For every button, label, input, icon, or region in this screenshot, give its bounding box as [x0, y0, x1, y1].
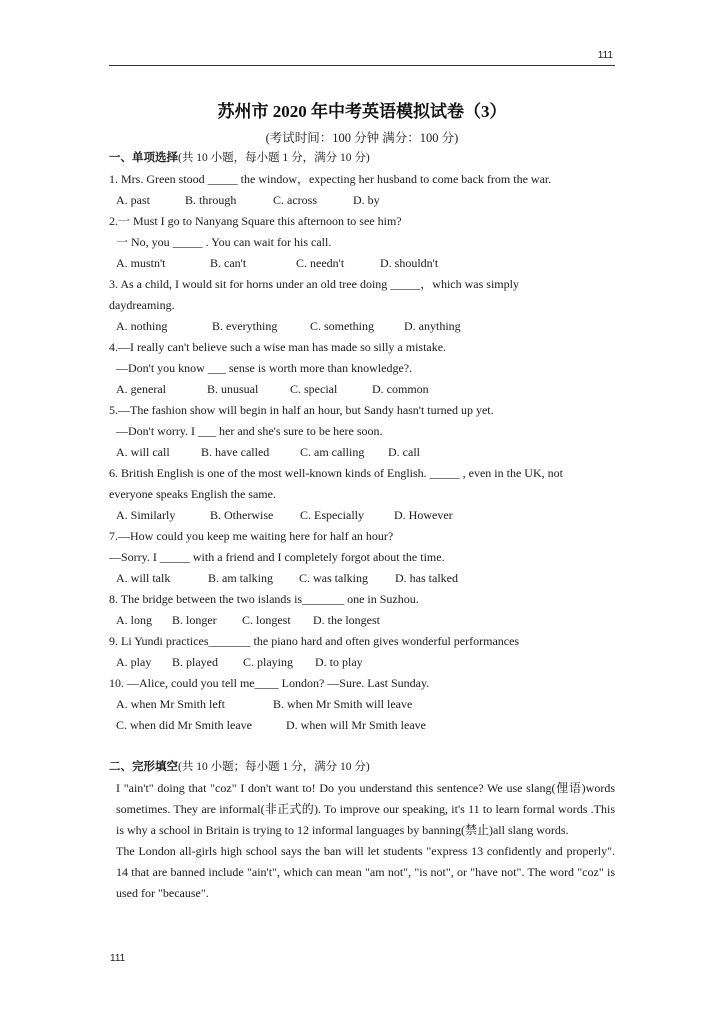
option: B. can't [210, 256, 247, 270]
question-3-line2: daydreaming. [109, 298, 175, 312]
option: B. have called [201, 445, 270, 459]
question-9: 9. Li Yundi practices_______ the piano hard and often gives wonderful performances [109, 634, 520, 648]
question-2: 2.一 Must I go to Nanyang Square this afternoon to see him? [109, 214, 402, 228]
option: D. However [394, 508, 453, 522]
option: D. call [388, 445, 420, 459]
option: B. unusual [207, 382, 259, 396]
question-6-line2: everyone speaks English the same. [109, 487, 276, 501]
question-2-options [109, 253, 615, 274]
footer-page-number: 111 [110, 953, 126, 964]
question-9-options [109, 652, 615, 673]
option: D. when will Mr Smith leave [286, 718, 426, 732]
option: A. past [116, 193, 150, 207]
option: C. special [290, 382, 338, 396]
option: D. anything [404, 319, 461, 333]
question-5-line2: —Don't worry. I ___ her and she's sure to be here soon. [116, 424, 383, 438]
section2-title: 二、完形填空 [109, 759, 178, 773]
option: A. nothing [116, 319, 168, 333]
question-4-options [109, 379, 615, 400]
section1-heading [109, 147, 615, 169]
option: A. play [116, 655, 152, 669]
option: A. mustn't [116, 256, 166, 270]
option: C. across [273, 193, 317, 207]
option: A. general [116, 382, 166, 396]
option: C. something [310, 319, 375, 333]
header-rule [109, 65, 615, 66]
option: B. played [172, 655, 218, 669]
option: C. needn't [296, 256, 345, 270]
option: B. everything [212, 319, 278, 333]
question-8-options [109, 610, 615, 631]
option: A. will call [116, 445, 170, 459]
question-2-line2: 一 No, you _____ . You can wait for his call. [116, 235, 332, 249]
option: D. common [372, 382, 429, 396]
option: B. when Mr Smith will leave [273, 697, 413, 711]
question-4: 4.—I really can't believe such a wise man has made so silly a mistake. [109, 340, 447, 354]
option: B. through [185, 193, 237, 207]
option: D. by [353, 193, 380, 207]
question-10-options-row1 [109, 694, 615, 715]
option: D. the longest [313, 613, 380, 627]
section-spacer [109, 736, 615, 756]
question-7-options [109, 568, 615, 589]
exam-subtitle: (考试时间：100 分钟 满分：100 分) [265, 131, 459, 145]
option: B. Otherwise [210, 508, 274, 522]
option: C. was talking [299, 571, 368, 585]
question-6-options [109, 505, 615, 526]
exam-content [109, 100, 615, 904]
option: C. Especially [300, 508, 364, 522]
option: D. to play [315, 655, 363, 669]
option: A. long [116, 613, 152, 627]
option: C. when did Mr Smith leave [116, 718, 252, 732]
section2-note: (共 10 小题；每小题 1 分，满分 10 分) [178, 761, 370, 773]
question-8: 8. The bridge between the two islands is_______ one in Suzhou. [109, 592, 419, 606]
question-10-options-row2 [109, 715, 615, 736]
option: A. when Mr Smith left [116, 697, 225, 711]
question-7: 7.—How could you keep me waiting here for half an hour? [109, 529, 394, 543]
option: A. will talk [116, 571, 171, 585]
question-1: 1. Mrs. Green stood _____ the window，expecting her husband to come back from the war. [109, 172, 552, 186]
option: A. Similarly [116, 508, 176, 522]
option: D. shouldn't [380, 256, 439, 270]
question-6: 6. British English is one of the most well-known kinds of English. _____ , even in the UK, not [109, 466, 563, 480]
question-3: 3. As a child, I would sit for horns under an old tree doing _____，which was simply [109, 277, 519, 291]
option: C. playing [243, 655, 293, 669]
question-10: 10. —Alice, could you tell me____ London? —Sure. Last Sunday. [109, 676, 430, 690]
cloze-paragraph-2: The London all-girls high school says the ban will let students "express 13 confidently and properly". 14 that are banned include "ain't", which can mean "am not", "is not", or "have not". The word "coz" is used for "because". [116, 844, 615, 900]
option: C. longest [242, 613, 291, 627]
question-5: 5.—The fashion show will begin in half an hour, but Sandy hasn't turned up yet. [109, 403, 494, 417]
header-page-number: 111 [597, 50, 613, 61]
question-7-line2: —Sorry. I _____ with a friend and I completely forgot about the time. [109, 550, 445, 564]
cloze-paragraph-1: I "ain't" doing that "coz" I don't want to! Do you understand this sentence? We use slang(俚语)words sometimes. They are informal(非正式的). To improve our speaking, it's 11 to learn formal words .This is why a school in Britain is trying to 12 informal languages by banning(禁止)all slang words. [116, 781, 615, 837]
option: B. am talking [208, 571, 273, 585]
option: C. am calling [300, 445, 365, 459]
question-3-options [109, 316, 615, 337]
option: B. longer [172, 613, 217, 627]
exam-title: 苏州市 2020 年中考英语模拟试卷（3） [217, 102, 507, 121]
question-5-options [109, 442, 615, 463]
question-4-line2: —Don't you know ___ sense is worth more than knowledge?. [116, 361, 413, 375]
section1-note: (共 10 小题，每小题 1 分，满分 10 分) [178, 152, 370, 164]
option: D. has talked [395, 571, 458, 585]
section2-heading [109, 756, 615, 778]
question-1-options [109, 190, 615, 211]
section1-title: 一、单项选择 [109, 150, 178, 164]
